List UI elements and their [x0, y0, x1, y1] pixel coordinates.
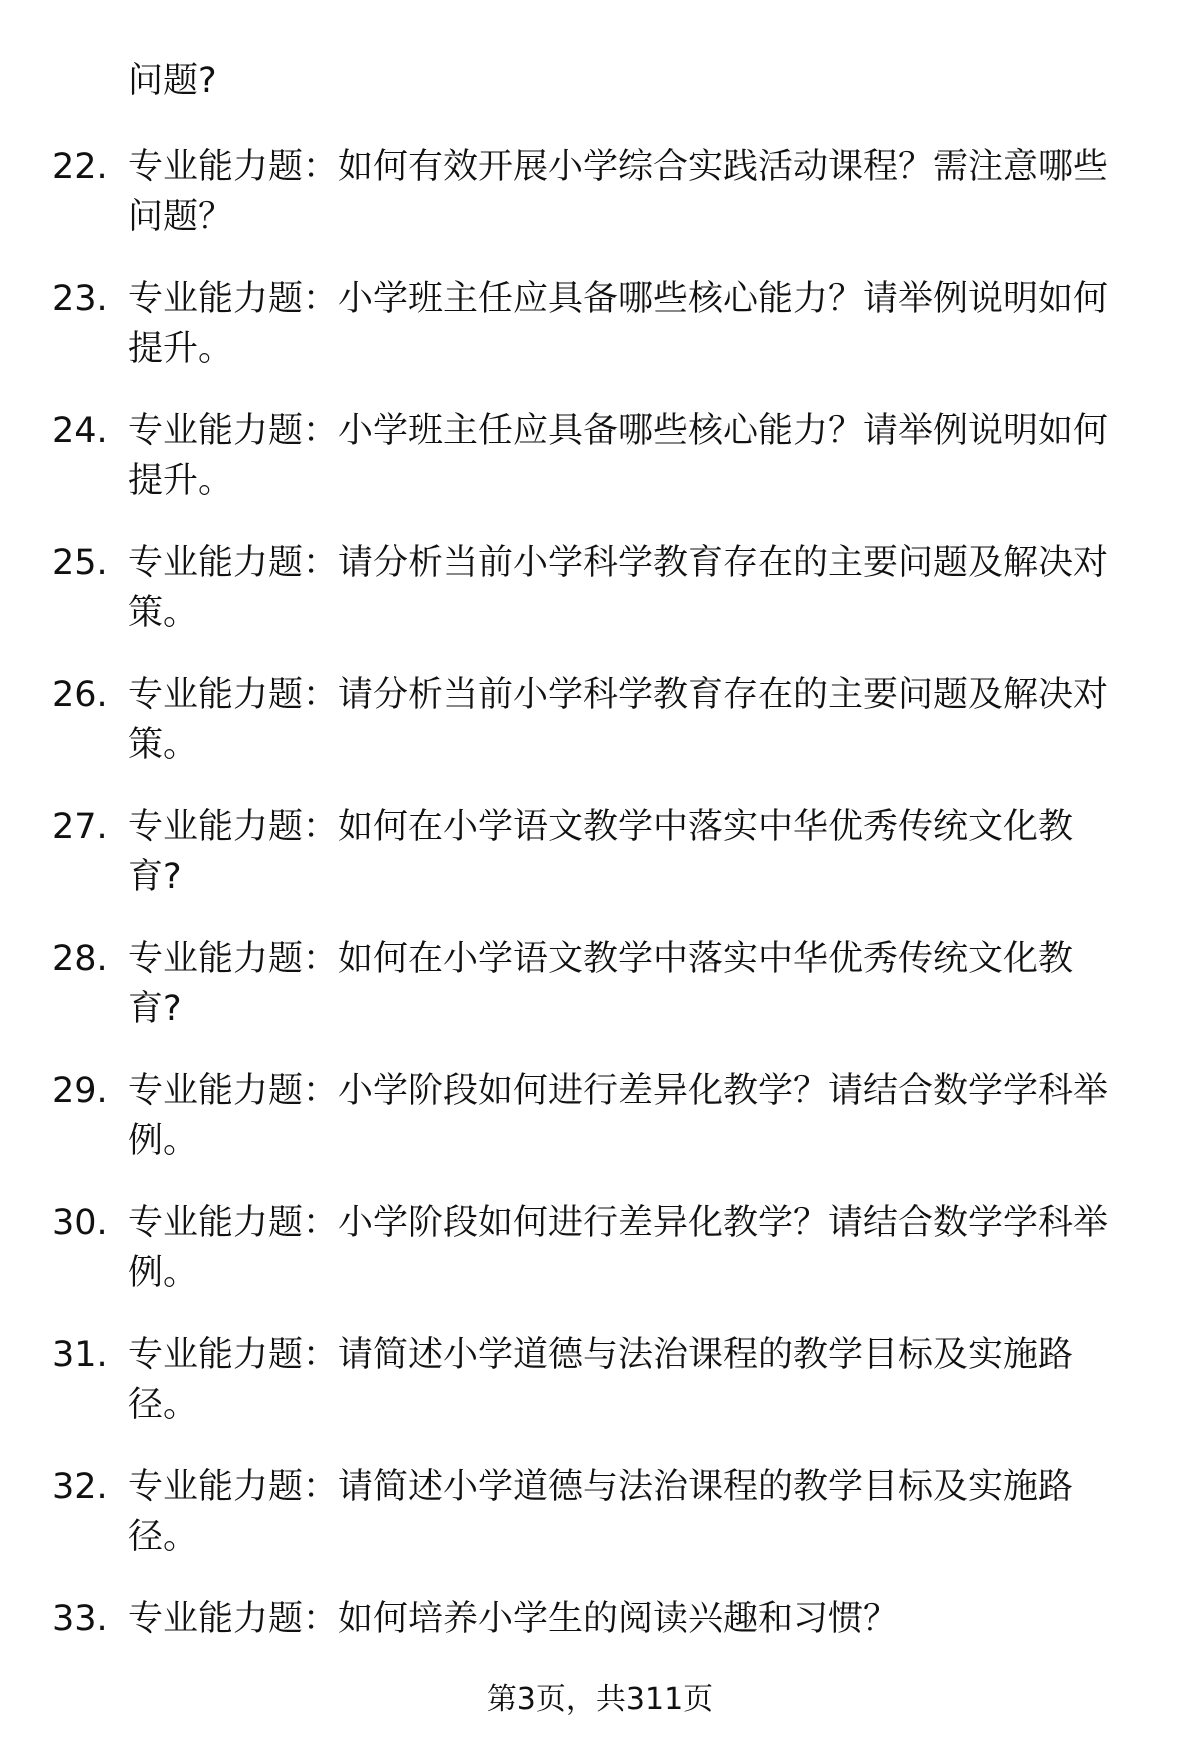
question-line: 问题？	[128, 197, 234, 237]
question-item	[0, 1198, 1200, 1330]
question-item	[0, 406, 1200, 538]
question-number: 23.	[52, 279, 108, 319]
question-text	[128, 274, 1138, 374]
question-line: 策。	[128, 593, 199, 633]
question-line: 专业能力题：小学班主任应具备哪些核心能力？请举例说明如何	[128, 411, 1109, 451]
question-text	[128, 1198, 1138, 1298]
question-text	[128, 802, 1138, 902]
question-line: 径。	[128, 1385, 199, 1425]
continued-question-text: 问题?	[128, 61, 217, 101]
question-text	[128, 934, 1138, 1034]
question-line: 提升。	[128, 461, 234, 501]
question-line: 例。	[128, 1253, 199, 1293]
question-text	[128, 670, 1138, 770]
question-line: 专业能力题：请分析当前小学科学教育存在的主要问题及解决对	[128, 543, 1109, 583]
question-line: 专业能力题：如何有效开展小学综合实践活动课程？需注意哪些	[128, 147, 1109, 187]
question-text	[128, 538, 1138, 638]
question-item	[0, 1066, 1200, 1198]
question-line: 专业能力题：小学阶段如何进行差异化教学？请结合数学学科举	[128, 1071, 1109, 1111]
question-number: 22.	[52, 147, 108, 187]
question-line: 策。	[128, 725, 199, 765]
question-line: 专业能力题：小学班主任应具备哪些核心能力？请举例说明如何	[128, 279, 1109, 319]
question-line: 提升。	[128, 329, 234, 369]
question-text	[128, 1462, 1138, 1562]
question-item	[0, 934, 1200, 1066]
question-line: 专业能力题：如何在小学语文教学中落实中华优秀传统文化教	[128, 807, 1074, 847]
question-line: 专业能力题：如何培养小学生的阅读兴趣和习惯？	[128, 1599, 899, 1639]
question-number: 30.	[52, 1203, 108, 1243]
question-number: 33.	[52, 1599, 108, 1639]
question-number: 26.	[52, 675, 108, 715]
question-item	[0, 802, 1200, 934]
question-item	[0, 142, 1200, 274]
page-number-footer: 第3页，共311页	[486, 1682, 714, 1717]
question-line: 专业能力题：如何在小学语文教学中落实中华优秀传统文化教	[128, 939, 1074, 979]
question-text	[128, 1594, 1138, 1644]
question-line: 专业能力题：请分析当前小学科学教育存在的主要问题及解决对	[128, 675, 1109, 715]
question-line: 径。	[128, 1517, 199, 1557]
question-line: 专业能力题：请简述小学道德与法治课程的教学目标及实施路	[128, 1467, 1074, 1507]
question-line: 育?	[128, 857, 182, 897]
question-number: 31.	[52, 1335, 108, 1375]
question-item	[0, 670, 1200, 802]
question-number: 25.	[52, 543, 108, 583]
question-text	[128, 406, 1138, 506]
question-number: 29.	[52, 1071, 108, 1111]
question-item	[0, 274, 1200, 406]
question-line: 育?	[128, 989, 182, 1029]
question-text	[128, 1330, 1138, 1430]
question-item	[0, 1330, 1200, 1462]
question-text	[128, 1066, 1138, 1166]
question-line: 专业能力题：小学阶段如何进行差异化教学？请结合数学学科举	[128, 1203, 1109, 1243]
question-number: 32.	[52, 1467, 108, 1507]
question-number: 28.	[52, 939, 108, 979]
question-number: 27.	[52, 807, 108, 847]
question-item	[0, 538, 1200, 670]
question-item	[0, 1594, 1200, 1656]
question-text	[128, 142, 1138, 242]
question-line: 例。	[128, 1121, 199, 1161]
question-list	[0, 142, 1200, 1656]
question-line: 专业能力题：请简述小学道德与法治课程的教学目标及实施路	[128, 1335, 1074, 1375]
question-item	[0, 1462, 1200, 1594]
question-number: 24.	[52, 411, 108, 451]
